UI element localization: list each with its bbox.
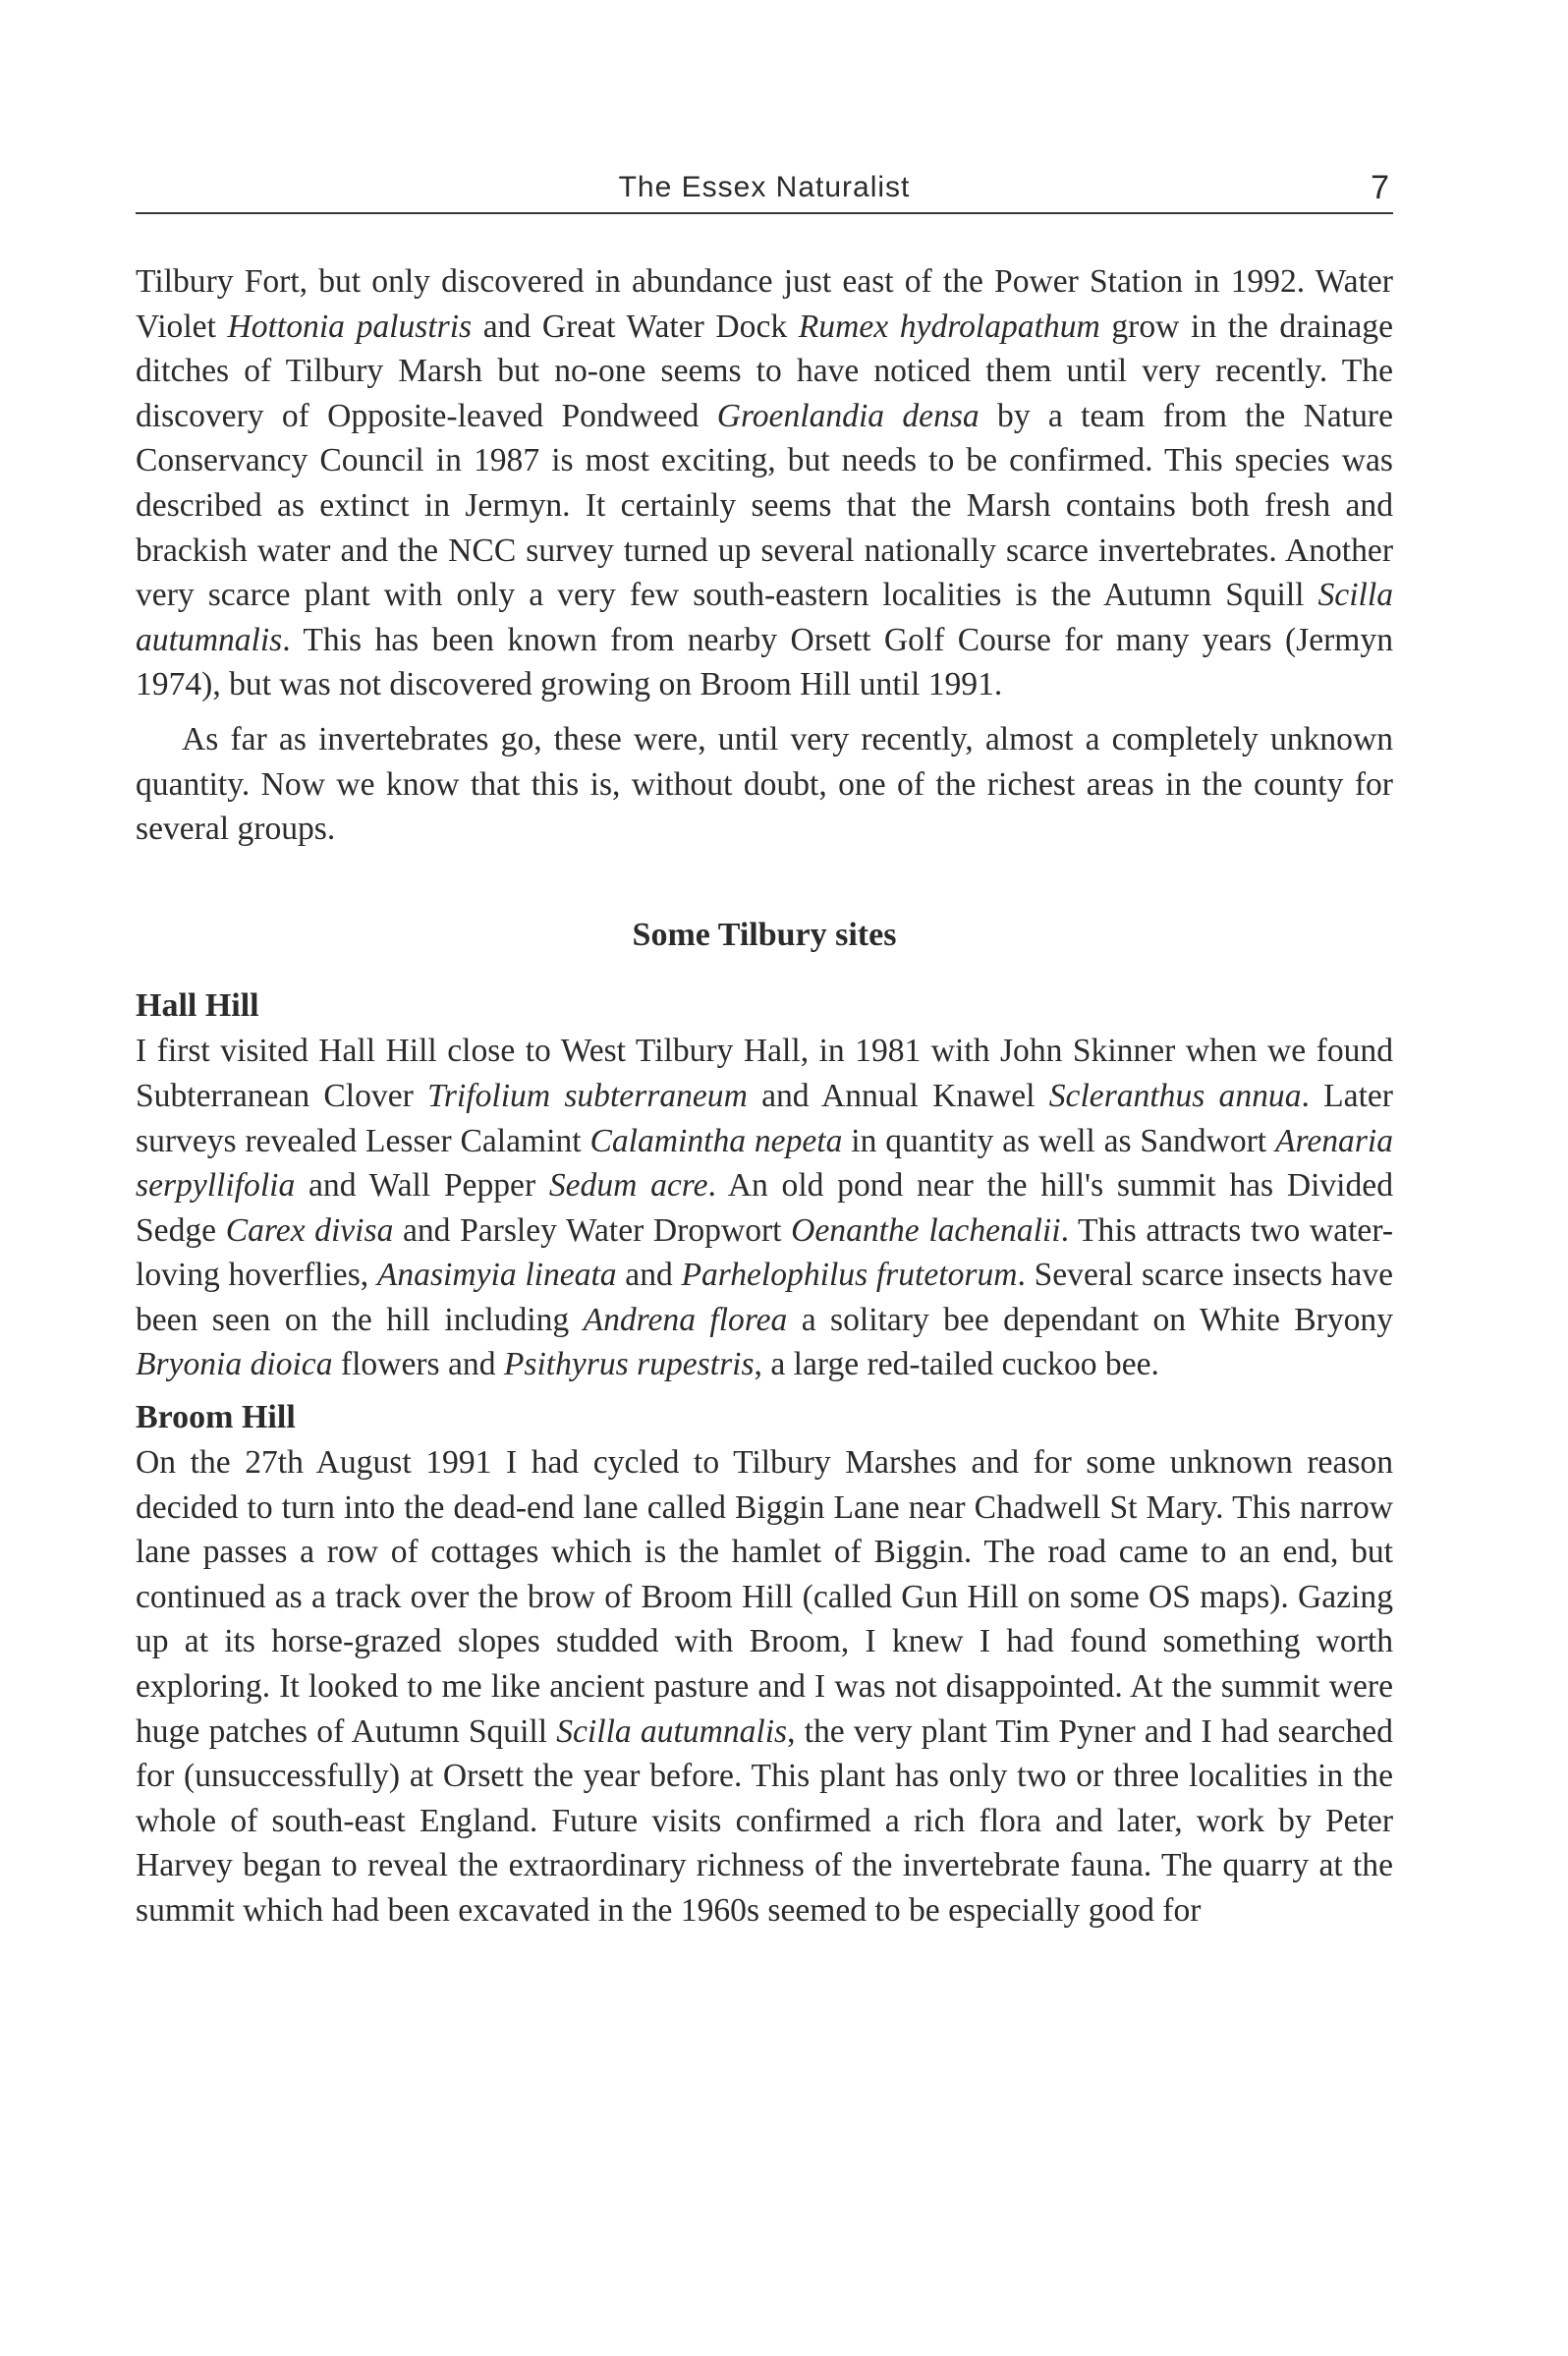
paragraph-invertebrates: As far as invertebrates go, these were, until very recently, almost a completely unknown quantity. Now we know that this is, without doubt, one of the richest areas in the county for several groups. (136, 720, 1393, 848)
species-name: Andrena florea (583, 1301, 788, 1338)
article-body (136, 259, 1393, 1934)
species-name: Psithyrus rupestris (503, 1346, 755, 1383)
subheading-broom-hill: Broom Hill (136, 1399, 296, 1436)
species-name: Anasimyia lineata (376, 1257, 617, 1294)
species-name: Sedum acre (548, 1167, 708, 1205)
section-heading: Some Tilbury sites (632, 916, 897, 953)
journal-title: The Essex Naturalist (618, 171, 911, 203)
species-name: Rumex hydrolapathum (798, 308, 1100, 345)
species-name: Scilla autumnalis (556, 1712, 788, 1750)
running-header (136, 157, 1393, 214)
document-page (136, 157, 1393, 1934)
species-name: Trifolium subterraneum (427, 1077, 748, 1114)
species-name: Arenaria serpyllifolia (136, 1122, 1393, 1205)
species-name: Parhelophilus frutetorum (681, 1257, 1018, 1294)
page-number: 7 (1371, 169, 1389, 206)
species-name: Bryonia dioica (136, 1346, 333, 1383)
subheading-hall-hill: Hall Hill (136, 987, 259, 1025)
species-name: Calamintha nepeta (589, 1122, 843, 1159)
species-name: Hottonia palustris (227, 308, 473, 345)
species-name: Scleranthus annua (1048, 1077, 1302, 1114)
species-name: Scilla autumnalis (136, 577, 1393, 658)
species-name: Carex divisa (225, 1211, 394, 1249)
species-name: Groenlandia densa (716, 397, 980, 434)
species-name: Oenanthe lachenalii (791, 1211, 1061, 1249)
paragraph-hall-hill: I first visited Hall Hill close to West Tilbury Hall, in 1981 with John Skinner when we found Subterranean Clover Trifolium subterraneum and Annual Knawel Scleranthus annua. Later surveys revealed Lesser Calamint Calamintha nepeta in quantity as well as Sandwort Arenaria serpyllifolia and Wall Pepper Sedum acre. An old pond near the hill's summit has Divided Sedge Carex divisa and Parsley Water Dropwort Oenanthe lachenalii. This attracts two water-loving hoverflies, Anasimyia lineata and Parhelophilus frutetorum. Several scarce insects have been seen on the hill including Andrena florea a solitary bee dependant on White Bryony Bryonia dioica flowers and Psithyrus rupestris, a large red-tailed cuckoo bee. (136, 1033, 1394, 1383)
paragraph-tilbury-marsh: Tilbury Fort, but only discovered in abundance just east of the Power Station in 1992. Water Violet Hottonia palustris and Great Water Dock Rumex hydrolapathum grow in the drainage ditches of Tilbury Marsh but no-one seems to have noticed them until very recently. The discovery of Opposite-leaved Pondweed Groenlandia densa by a team from the Nature Conservancy Council in 1987 is most exciting, but needs to be confirmed. This species was described as extinct in Jermyn. It certainly seems that the Marsh contains both fresh and brackish water and the NCC survey turned up several nationally scarce invertebrates. Another very scarce plant with only a very few south-eastern localities is the Autumn Squill Scilla autumnalis. This has been known from nearby Orsett Golf Course for many years (Jermyn 1974), but was not discovered growing on Broom Hill until 1991. (136, 263, 1393, 703)
paragraph-broom-hill: On the 27th August 1991 I had cycled to Tilbury Marshes and for some unknown reason decided to turn into the dead-end lane called Biggin Lane near Chadwell St Mary. This narrow lane passes a row of cottages which is the hamlet of Biggin. The road came to an end, but continued as a track over the brow of Broom Hill (called Gun Hill on some OS maps). Gazing up at its horse-grazed slopes studded with Broom, I knew I had found something worth exploring. It looked to me like ancient pasture and I was not disappointed. At the summit were huge patches of Autumn Squill Scilla autumnalis, the very plant Tim Pyner and I had searched for (unsuccessfully) at Orsett the year before. This plant has only two or three localities in the whole of south-east England. Future visits confirmed a rich flora and later, work by Peter Harvey began to reveal the extraordinary richness of the invertebrate fauna. The quarry at the summit which had been excavated in the 1960s seemed to be especially good for (136, 1444, 1393, 1929)
